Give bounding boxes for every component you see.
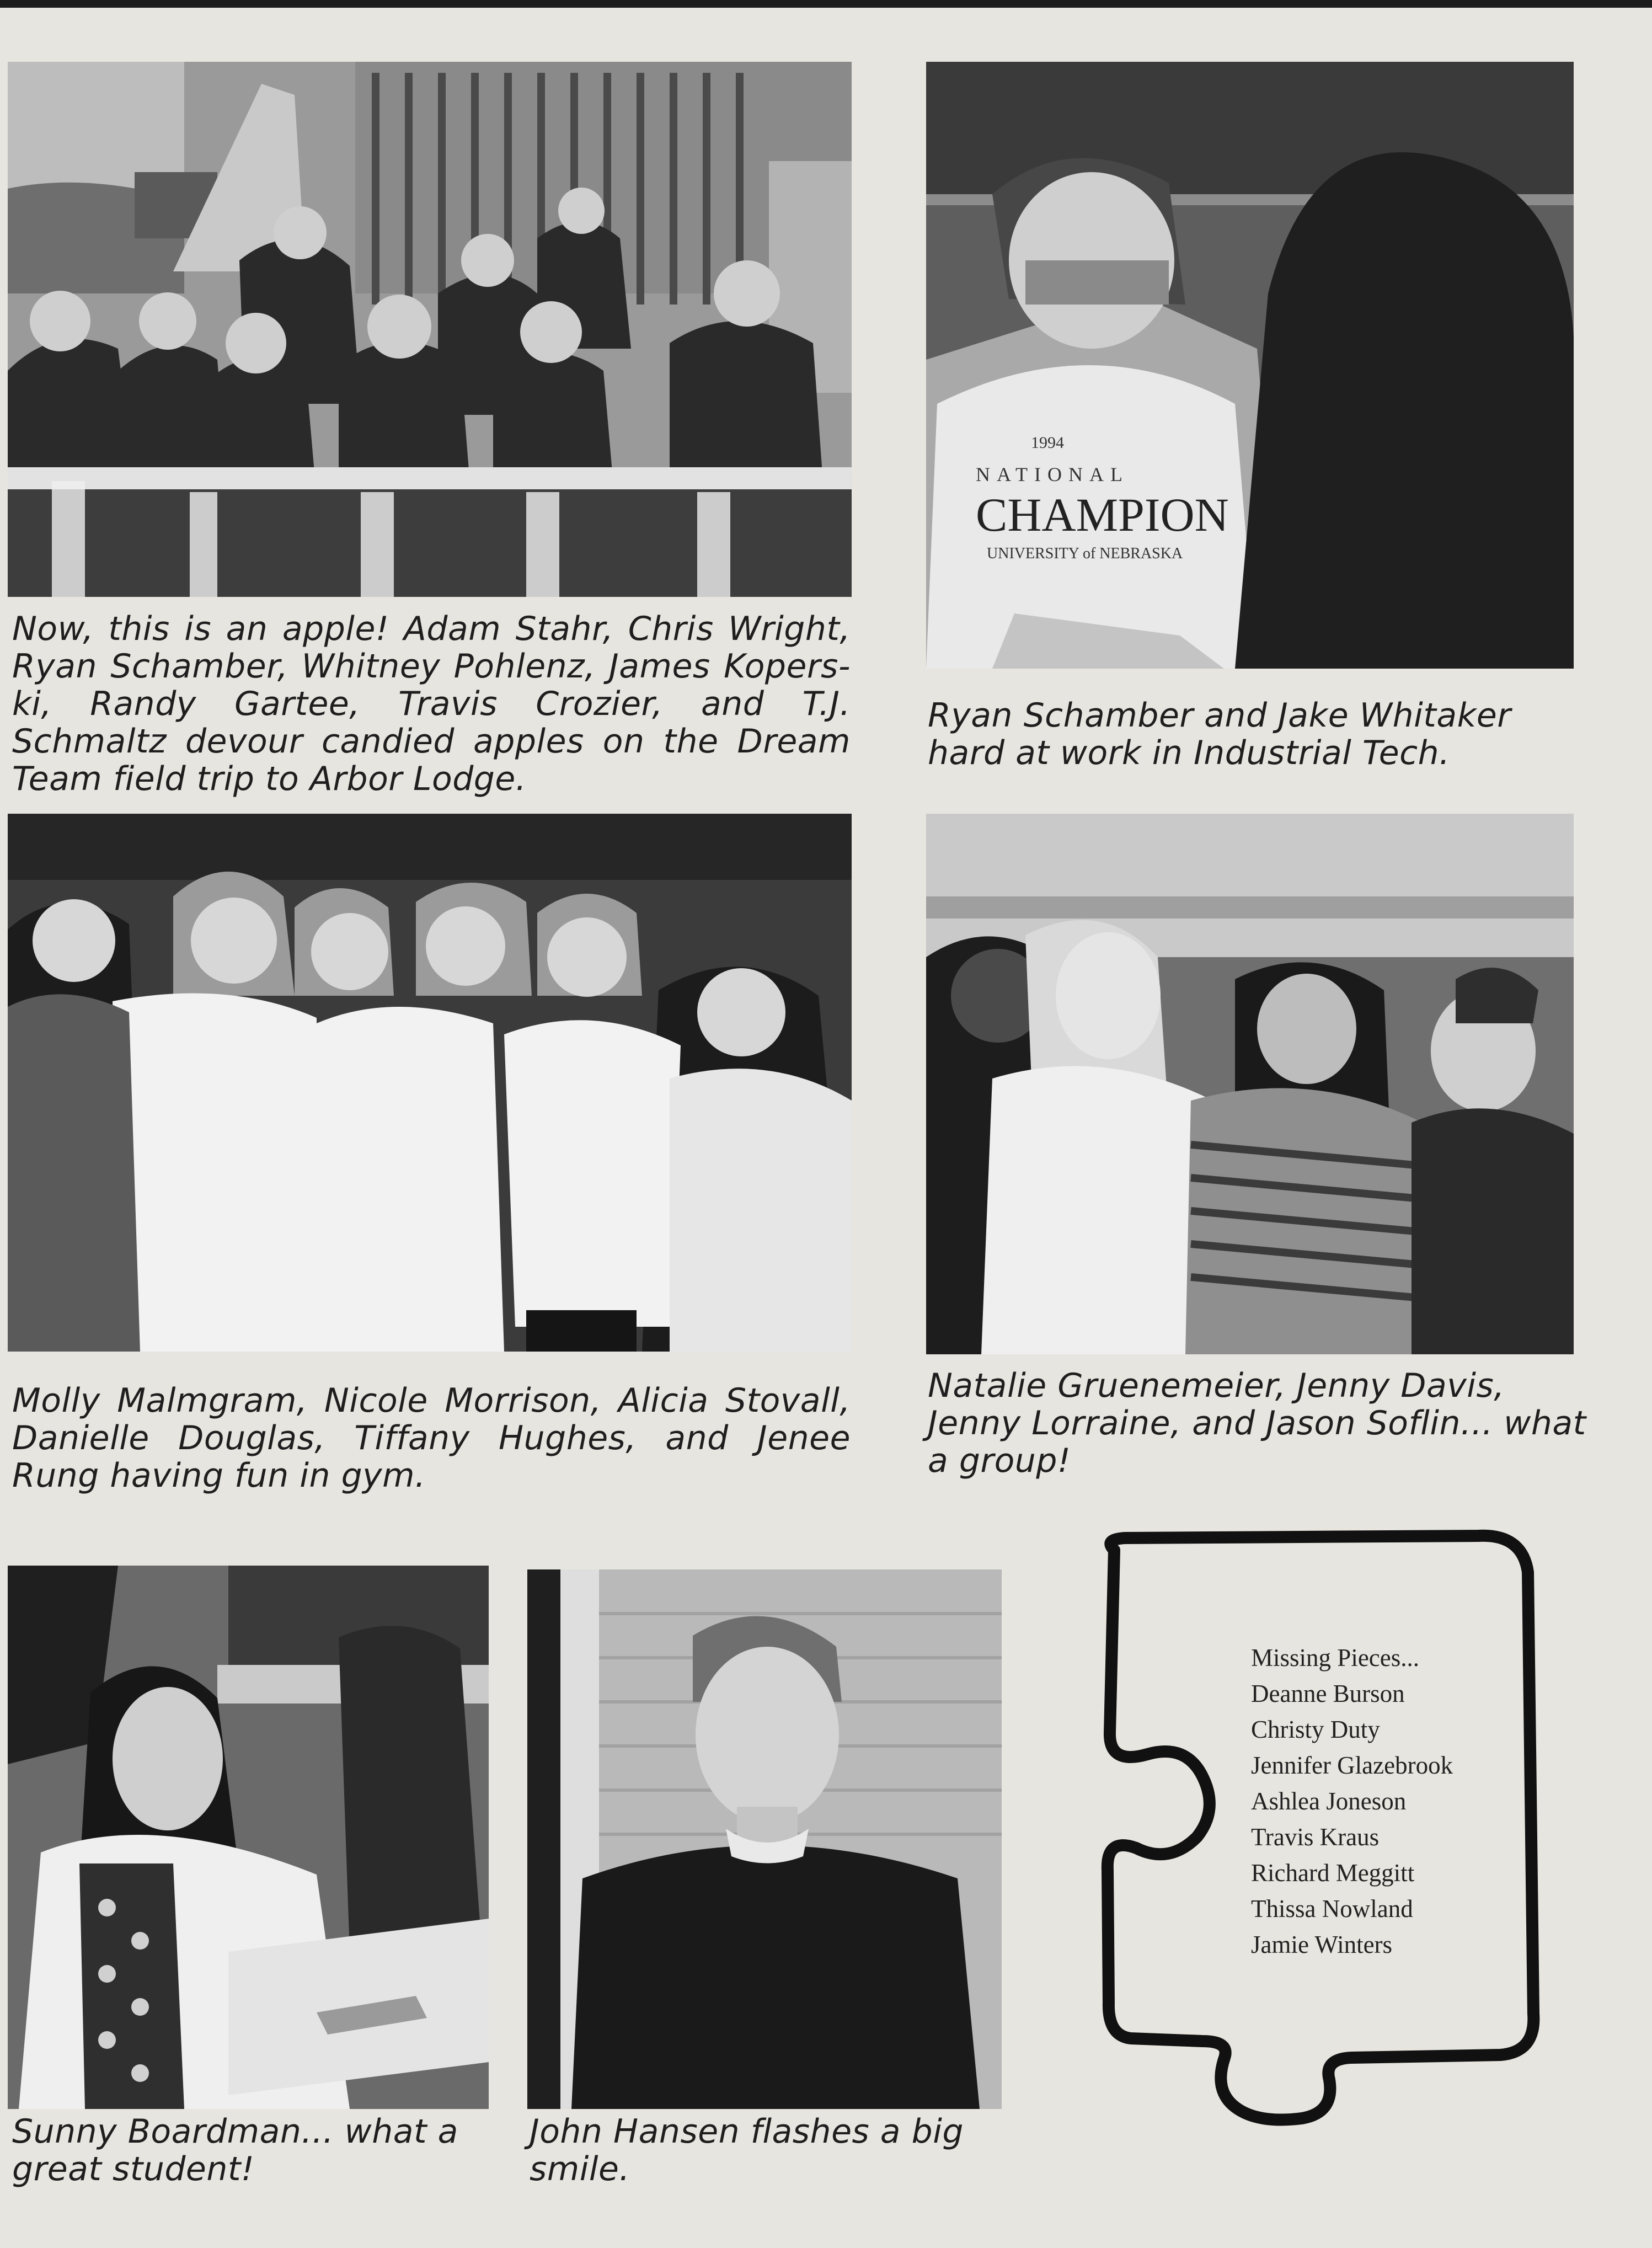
missing-name: Richard Meggitt xyxy=(1251,1859,1415,1887)
photo-group-four-image xyxy=(926,814,1574,1354)
caption-sunny-boardman: Sunny Boardman... what a great student! xyxy=(12,2112,458,2188)
caption-apple-field-trip: Now, this is an apple! Adam Stahr, Chris Wright, Ryan Schamber, Whitney Pohlenz, James Kopers-ki, Randy Gartee, Travis Crozier, and T.J. Schmaltz devour candied apples on the Dream Team field trip to Arbor Lodge. xyxy=(12,610,851,798)
missing-name: Jennifer Glazebrook xyxy=(1251,1752,1453,1779)
photo-apple-field-trip-image xyxy=(8,62,852,597)
shirt-university: UNIVERSITY of NEBRASKA xyxy=(987,545,1183,562)
photo-industrial-tech xyxy=(926,62,1574,669)
photo-group-four xyxy=(926,814,1574,1354)
missing-name: Ashlea Joneson xyxy=(1251,1787,1407,1815)
photo-sunny-boardman xyxy=(8,1566,489,2109)
photo-gym-girls-image xyxy=(8,814,852,1352)
missing-name: Deanne Burson xyxy=(1251,1680,1405,1707)
photo-gym-girls xyxy=(8,814,852,1352)
missing-pieces-heading: Missing Pieces... xyxy=(1251,1644,1420,1672)
shirt-year: 1994 xyxy=(1031,434,1064,452)
shirt-national: NATIONAL xyxy=(976,463,1129,485)
photo-john-hansen-image xyxy=(527,1569,1002,2109)
missing-name: Thissa Nowland xyxy=(1251,1895,1413,1923)
caption-industrial-tech: Ryan Schamber and Jake Whitaker hard at work in Industrial Tech. xyxy=(928,696,1511,772)
caption-group-four: Natalie Gruenemeier, Jenny Davis, Jenny Lorraine, and Jason Soflin... what a group! xyxy=(928,1366,1586,1480)
photo-sunny-boardman-image xyxy=(8,1566,489,2109)
photo-john-hansen xyxy=(527,1569,1002,2109)
missing-name: Jamie Winters xyxy=(1251,1931,1393,1958)
shirt-champion: CHAMPION xyxy=(976,488,1229,541)
page-top-edge xyxy=(0,0,1652,8)
photo-apple-field-trip xyxy=(8,62,852,597)
caption-john-hansen: John Hansen flashes a big smile. xyxy=(530,2112,964,2188)
missing-pieces-list xyxy=(1251,1640,1453,1963)
photo-industrial-tech-image xyxy=(926,62,1574,669)
missing-name: Travis Kraus xyxy=(1251,1823,1380,1851)
missing-name: Christy Duty xyxy=(1251,1716,1380,1743)
caption-gym-girls: Molly Malmgram, Nicole Morrison, Alicia Stovall, Danielle Douglas, Tiffany Hughes, and Jenee Rung having fun in gym. xyxy=(12,1381,851,1495)
